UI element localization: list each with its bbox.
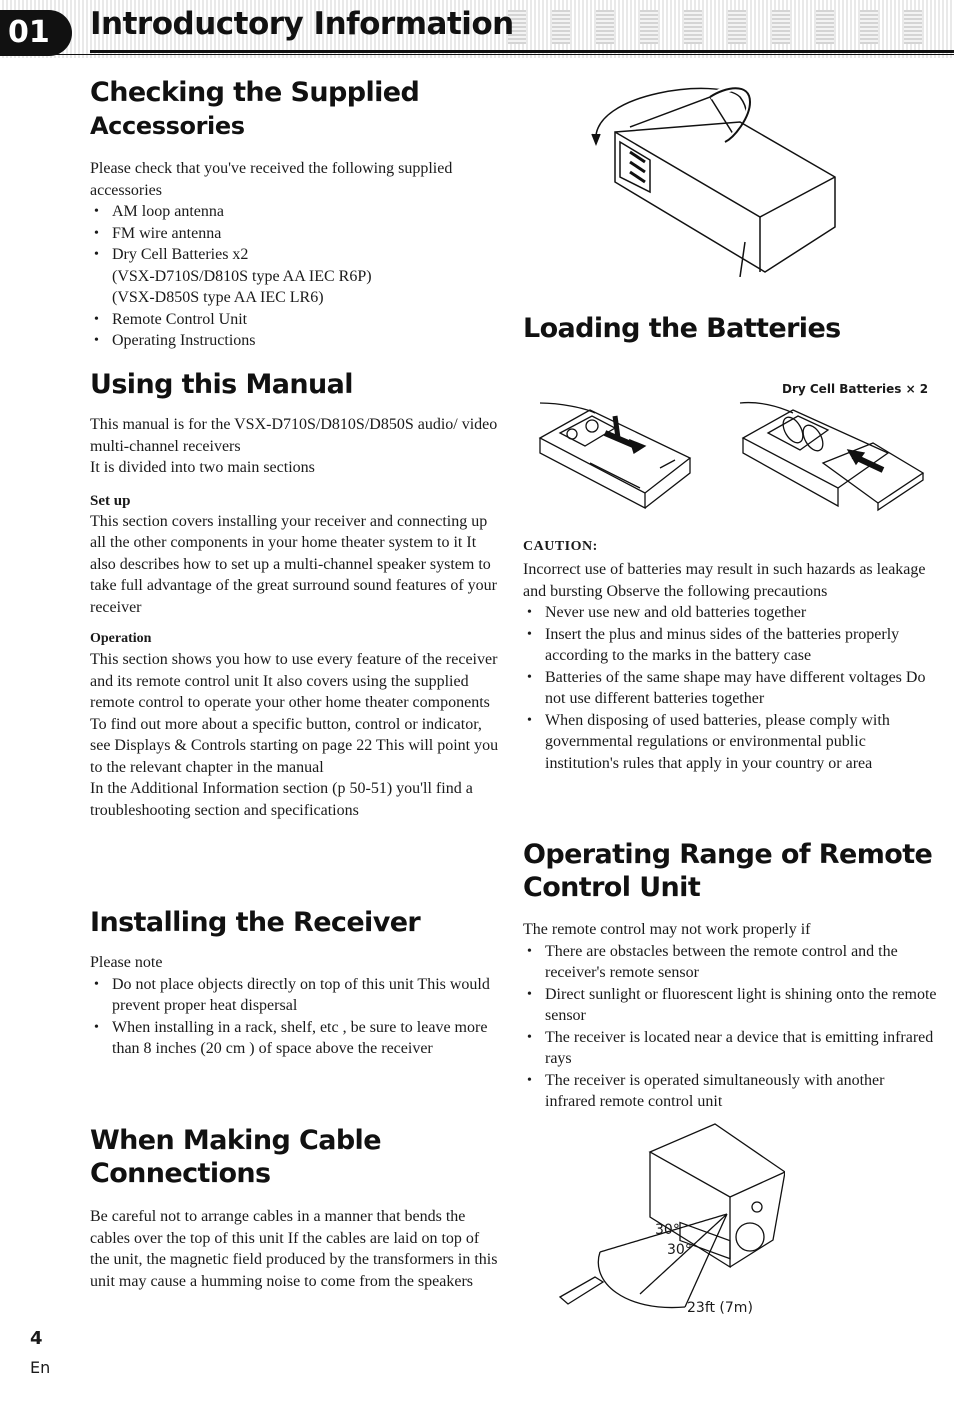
batteries-caption: Dry Cell Batteries × 2 [782,382,929,396]
accessories-list [90,201,500,352]
list-item: • When disposing of used batteries, please comply with governmental regulations or environmental public institution's rules that apply in your country or area [545,710,933,775]
range-title-line2: Control Unit [523,872,701,903]
header-decoration [500,10,954,50]
list-item: • When installing in a rack, shelf, etc , be sure to leave more than 8 inches (20 cm ) of space above the receiver [112,1017,500,1060]
accessories-section [90,76,500,352]
setup-heading: Set up [90,492,131,509]
list-item: • Do not place objects directly on top of this unit This would prevent proper heat dispersal [112,974,500,1017]
caution-heading: CAUTION: [523,539,598,554]
range-title-line1: Operating Range of Remote [523,839,933,870]
range-list [523,941,938,1113]
cables-title-line2: Connections [90,1158,271,1189]
range-distance: 23ft (7m) [687,1300,753,1316]
range-angle-bottom: 30° [667,1242,692,1258]
operation-text: This section shows you how to use every feature of the receiver and its remote control unit It also covers using the supplied remote control to operate your other home theater components To find out more about a specific button, control or indicator, see Displays & Controls starting on page 22 This will point you to the relevant chapter in the manual [90,651,499,776]
installing-note: Please note [90,954,163,971]
manual-divided: It is divided into two main sections [90,459,315,476]
installing-title: Installing the Receiver [90,907,421,938]
operating-range-illustration [555,1122,785,1322]
list-item: • AM loop antenna [112,201,500,223]
manual-intro: This manual is for the VSX-D710S/D810S/D850S audio/ video multi-channel receivers [90,416,498,455]
list-item: • Remote Control Unit [112,309,500,331]
page-language: En [30,1358,51,1377]
caution-list [523,602,933,774]
range-section [523,838,938,1113]
list-item: • The receiver is located near a device that is emitting infrared rays [545,1027,938,1070]
list-item: • Operating Instructions [112,330,500,352]
list-item: • Batteries of the same shape may have different voltages Do not use different batteries together [545,667,933,710]
header-rule [90,50,954,53]
cables-section [90,1124,500,1292]
caution-section [523,537,933,774]
chapter-title: Introductory Information [90,6,514,42]
manual-section [90,368,500,821]
battery-note [112,287,500,309]
chapter-number-badge: 01 [0,10,72,56]
list-item: • The receiver is operated simultaneously with another infrared remote control unit [545,1070,938,1113]
cables-title-line1: When Making Cable [90,1125,381,1156]
list-item: • Insert the plus and minus sides of the batteries properly according to the marks in the battery case [545,624,933,667]
operation-heading: Operation [90,631,152,646]
remote-battery-open-illustration [530,398,700,513]
cables-text: Be careful not to arrange cables in a manner that bends the cables over the top of this unit If the cables are laid on top of the unit, the magnetic field produced by the transformers in this unit may cause a humming noise to come from the speakers [90,1208,498,1290]
battery-note-1: (VSX-D710S/D810S type AA IEC R6P) [112,267,372,285]
accessories-title-line1: Checking the Supplied [90,77,420,108]
header-rule-thin [0,54,954,55]
manual-title: Using this Manual [90,369,353,400]
page-number: 4 [30,1328,43,1349]
caution-text: Incorrect use of batteries may result in such hazards as leakage and bursting Observe the following precautions [523,561,926,600]
list-item: • Direct sunlight or fluorescent light is shining onto the remote sensor [545,984,938,1027]
list-item: • FM wire antenna [112,223,500,245]
battery-note-2: (VSX-D850S type AA IEC LR6) [112,289,324,306]
list-item: • Never use new and old batteries together [545,602,933,624]
range-intro: The remote control may not work properly if [523,921,811,938]
remote-battery-insert-illustration [738,398,928,513]
additional-text: In the Additional Information section (p 50-51) you'll find a troubleshooting section and specifications [90,780,473,819]
accessories-intro: Please check that you've received the following supplied accessories [90,160,453,199]
range-angle-top: 30° [655,1222,680,1238]
list-item: • Dry Cell Batteries x2 [112,244,500,266]
installing-list [90,974,500,1060]
setup-text: This section covers installing your receiver and connecting up all the other components in your home theater system to it It also describes how to set up a multi-channel speaker system to take full advantage of the great surround sound features of your receiver [90,512,497,616]
battery-note [112,266,500,288]
installing-section [90,906,500,1060]
list-item: • There are obstacles between the remote control and the receiver's remote sensor [545,941,938,984]
accessories-title-line2: Accessories [90,112,245,140]
batteries-title: Loading the Batteries [523,313,841,344]
loop-antenna-illustration [590,82,850,277]
batteries-section [523,312,943,345]
